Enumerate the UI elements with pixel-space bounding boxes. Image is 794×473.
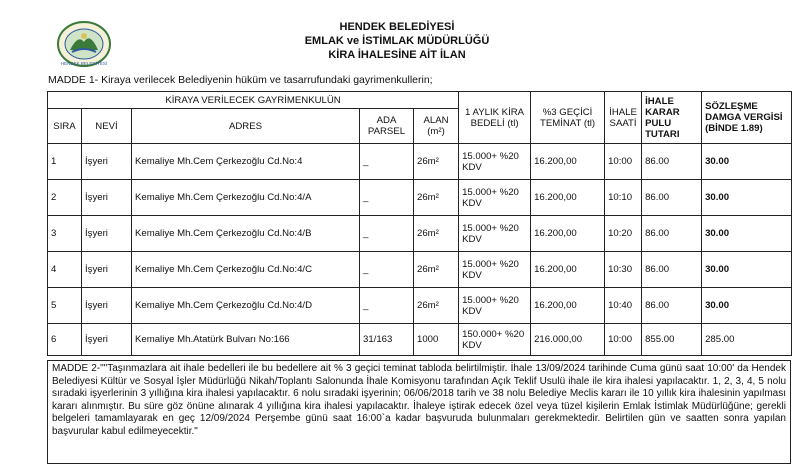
cell-alan: 26m² [414,180,459,216]
cell-karar: 855.00 [642,324,702,356]
cell-teminat: 16.200,00 [531,216,605,252]
cell-karar: 86.00 [642,252,702,288]
table-row [48,324,792,356]
col-header-ada: ADA PARSEL [360,109,414,144]
property-table [47,91,792,356]
cell-alan: 26m² [414,216,459,252]
cell-adres: Kemaliye Mh.Cem Çerkezoğlu Cd.No:4/C [132,252,360,288]
cell-karar: 86.00 [642,180,702,216]
cell-ada: 31/163 [360,324,414,356]
article-2-text: MADDE 2-""Taşınmazlara ait ihale bedelleri ile bu bedellere ait % 3 geçici teminat tabloda belirtilmiştir. İhale 13/09/2024 tarihinde Cuma günü saat 10:00' da Hendek Belediyesi Kültür ve Sosyal İşler Müdürlüğü Nikah/Toplantı Salonunda İhale Komisyonu tarafından Açık Teklif Usulü ihale ile kira ihalesi yapılacaktır. 1, 2, 3, 4, 5 nolu sıradaki işyerlerinin 3 yıllığına kira ihalesi yapılacaktır. 6 nolu sıradaki işyerinin; 06/06/2018 tarih ve 38 nolu Belediye Meclis kararı ile 10 yıllık kira ihalesinin yapılması kararı alınmıştır. Bu süre göz önüne alınarak 4 yıllığına kira ihalesi yapılacaktır. İhaleye iştirak edecek özel veya tüzel kişilerin Emlak İstimlak Müdürlüğüne; gerekli belgeleri tamamlayarak en geç 12/09/2024 Perşembe günü saat 16:00`a kadar başvuruda bulunmaları gerekmektedir. Belirtilen gün ve saatten sonra yapılan başvurular kabul edilmeyecektir." [47,360,791,464]
cell-sira: 3 [48,216,82,252]
table-row [48,252,792,288]
table-row [48,216,792,252]
cell-ada: _ [360,180,414,216]
cell-saat: 10:40 [605,288,642,324]
cell-teminat: 216.000,00 [531,324,605,356]
cell-damga: 30.00 [702,252,792,288]
cell-damga: 30.00 [702,180,792,216]
cell-bedel: 15.000+ %20 KDV [459,180,531,216]
cell-alan: 26m² [414,144,459,180]
cell-teminat: 16.200,00 [531,252,605,288]
table-row [48,288,792,324]
col-header-saat: İHALE SAATİ [605,92,642,144]
col-header-bedel: 1 AYLIK KİRA BEDELİ (tl) [459,92,531,144]
cell-bedel: 15.000+ %20 KDV [459,252,531,288]
cell-saat: 10:00 [605,324,642,356]
table-row [48,180,792,216]
cell-ada: _ [360,144,414,180]
group-header: KİRAYA VERİLECEK GAYRİMENKULÜN [48,92,459,109]
cell-damga: 285.00 [702,324,792,356]
cell-damga: 30.00 [702,216,792,252]
cell-adres: Kemaliye Mh.Cem Çerkezoğlu Cd.No:4/A [132,180,360,216]
cell-nevi: İşyeri [82,180,132,216]
col-header-karar: İHALE KARAR PULU TUTARI [642,92,702,144]
col-header-nevi: NEVİ [82,109,132,144]
cell-sira: 6 [48,324,82,356]
col-header-sira: SIRA [48,109,82,144]
cell-nevi: İşyeri [82,324,132,356]
cell-alan: 1000 [414,324,459,356]
cell-bedel: 15.000+ %20 KDV [459,288,531,324]
cell-ada: _ [360,216,414,252]
header-title: HENDEK BELEDİYESİ [339,21,455,33]
cell-sira: 2 [48,180,82,216]
cell-sira: 1 [48,144,82,180]
col-header-alan: ALAN (m²) [414,109,459,144]
col-header-teminat: %3 GEÇİCİ TEMİNAT (tl) [531,92,605,144]
cell-damga: 30.00 [702,288,792,324]
col-header-adres: ADRES [132,109,360,144]
logo-text: HENDEK BELEDİYESİ [60,61,108,66]
cell-teminat: 16.200,00 [531,144,605,180]
table-row [48,144,792,180]
cell-bedel: 15.000+ %20 KDV [459,216,531,252]
cell-adres: Kemaliye Mh.Cem Çerkezoğlu Cd.No:4 [132,144,360,180]
cell-adres: Kemaliye Mh.Cem Çerkezoğlu Cd.No:4/B [132,216,360,252]
cell-karar: 86.00 [642,144,702,180]
cell-bedel: 15.000+ %20 KDV [459,144,531,180]
cell-sira: 5 [48,288,82,324]
cell-teminat: 16.200,00 [531,180,605,216]
cell-nevi: İşyeri [82,216,132,252]
article-1-text: MADDE 1- Kiraya verilecek Belediyenin hüküm ve tasarrufundaki gayrimenkullerin; [48,74,433,86]
cell-alan: 26m² [414,288,459,324]
cell-alan: 26m² [414,252,459,288]
cell-sira: 4 [48,252,82,288]
cell-nevi: İşyeri [82,144,132,180]
cell-saat: 10:30 [605,252,642,288]
cell-nevi: İşyeri [82,288,132,324]
header-announcement: KİRA İHALESİNE AİT İLAN [328,49,466,61]
cell-karar: 86.00 [642,288,702,324]
col-header-damga: SÖZLEŞME DAMGA VERGİSİ (BİNDE 1.89) [702,92,792,144]
cell-teminat: 16.200,00 [531,288,605,324]
header-subtitle: EMLAK ve İSTİMLAK MÜDÜRLÜĞÜ [304,35,490,47]
cell-saat: 10:10 [605,180,642,216]
cell-nevi: İşyeri [82,252,132,288]
cell-bedel: 150.000+ %20 KDV [459,324,531,356]
cell-saat: 10:20 [605,216,642,252]
cell-adres: Kemaliye Mh.Cem Çerkezoğlu Cd.No:4/D [132,288,360,324]
cell-saat: 10:00 [605,144,642,180]
page-header [0,20,794,62]
cell-adres: Kemaliye Mh.Atatürk Bulvarı No:166 [132,324,360,356]
cell-ada: _ [360,288,414,324]
cell-ada: _ [360,252,414,288]
cell-karar: 86.00 [642,216,702,252]
cell-damga: 30.00 [702,144,792,180]
